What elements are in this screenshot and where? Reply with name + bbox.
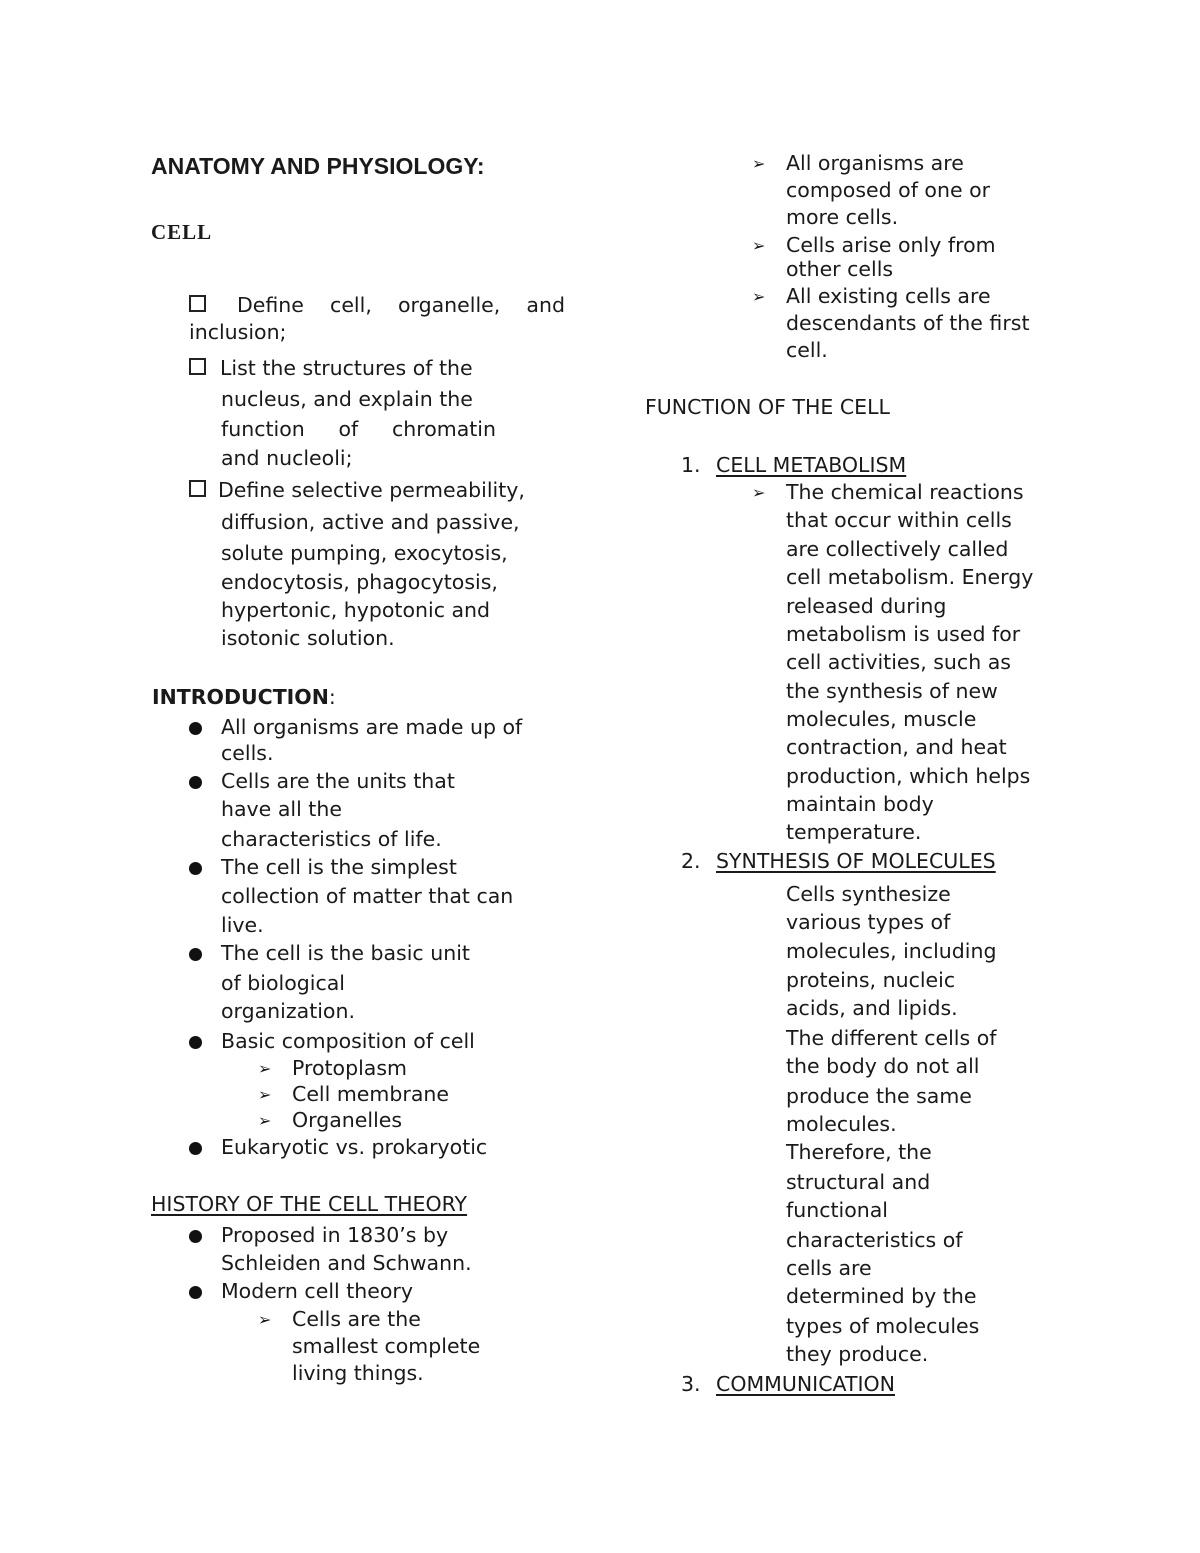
objective-text-line: Define selective permeability, — [218, 478, 525, 502]
intro-bullet-line: The cell is the simplest — [221, 855, 457, 879]
intro-sub-item: Protoplasm — [292, 1056, 408, 1080]
metabolism-line: The chemical reactions — [786, 480, 1024, 504]
function-heading: FUNCTION OF THE CELL — [645, 395, 890, 419]
cell-heading: CELL — [151, 220, 213, 244]
arrow-bullet-icon: ➢ — [752, 287, 766, 306]
objective-word: and — [526, 293, 565, 317]
objective-word: function — [221, 417, 305, 441]
objective-word: of — [338, 417, 359, 441]
metabolism-line: molecules, muscle — [786, 707, 977, 731]
objective-word: Define — [237, 293, 304, 317]
theory-item-line: other cells — [786, 257, 894, 281]
metabolism-line: the synthesis of new — [786, 679, 998, 703]
synthesis-line: cells are — [786, 1256, 872, 1280]
objective-text-line: nucleus, and explain the — [221, 387, 473, 411]
history-sub-line: living things. — [292, 1361, 424, 1385]
theory-item-line: All existing cells are — [786, 284, 991, 308]
history-sub-line: Cells are the — [292, 1307, 421, 1331]
intro-bullet-line: Basic composition of cell — [221, 1029, 475, 1053]
synthesis-line: they produce. — [786, 1342, 929, 1366]
synthesis-line: functional — [786, 1198, 888, 1222]
theory-item-line: cell. — [786, 338, 828, 362]
objective-text-line: solute pumping, exocytosis, — [221, 541, 508, 565]
intro-bullet-line: All organisms are made up of — [221, 715, 523, 739]
bullet-dot-icon — [189, 948, 202, 961]
bullet-dot-icon — [189, 1230, 202, 1243]
bullet-dot-icon — [189, 722, 202, 735]
intro-bullet-line: of biological — [221, 971, 346, 995]
intro-bullet-line: Eukaryotic vs. prokaryotic — [221, 1135, 488, 1159]
arrow-bullet-icon: ➢ — [752, 483, 766, 502]
document-title: ANATOMY AND PHYSIOLOGY: — [151, 153, 485, 179]
objective-text-line: and nucleoli; — [221, 446, 353, 470]
arrow-bullet-icon: ➢ — [258, 1310, 272, 1329]
objective-text-line: inclusion; — [189, 320, 287, 344]
intro-bullet-line: Cells are the units that — [221, 769, 455, 793]
objective-text-line: diffusion, active and passive, — [221, 510, 520, 534]
bullet-dot-icon — [189, 776, 202, 789]
synthesis-line: Therefore, the — [786, 1140, 932, 1164]
objective-text-line: endocytosis, phagocytosis, — [221, 570, 498, 594]
objective-text-line — [221, 419, 496, 440]
synthesis-line: acids, and lipids. — [786, 996, 958, 1020]
arrow-bullet-icon: ➢ — [258, 1085, 272, 1104]
synthesis-line: characteristics of — [786, 1228, 963, 1252]
objective-word: cell, — [330, 293, 372, 317]
list-number: 1. — [681, 453, 701, 477]
objective-item — [189, 295, 565, 316]
history-bullet-line: Proposed in 1830’s by — [221, 1223, 449, 1247]
introduction-heading-colon: : — [328, 685, 336, 709]
metabolism-line: that occur within cells — [786, 508, 1012, 532]
intro-bullet-line: live. — [221, 913, 264, 937]
history-heading: HISTORY OF THE CELL THEORY — [151, 1192, 468, 1216]
theory-item-line: All organisms are — [786, 151, 964, 175]
synthesis-line: produce the same — [786, 1084, 972, 1108]
arrow-bullet-icon: ➢ — [752, 236, 766, 255]
objective-text-line: hypertonic, hypotonic and — [221, 598, 491, 622]
metabolism-line: are collectively called — [786, 537, 1009, 561]
theory-item-line: Cells arise only from — [786, 233, 996, 257]
intro-bullet-line: have all the — [221, 797, 342, 821]
synthesis-line: molecules. — [786, 1112, 897, 1136]
theory-item-line: descendants of the first — [786, 311, 1030, 335]
synthesis-line: types of molecules — [786, 1314, 980, 1338]
introduction-heading-text: INTRODUCTION — [152, 685, 329, 709]
introduction-heading — [152, 687, 336, 708]
history-bullet-line: Schleiden and Schwann. — [221, 1251, 472, 1275]
bullet-dot-icon — [189, 1286, 202, 1299]
metabolism-line: cell metabolism. Energy — [786, 565, 1034, 589]
bullet-dot-icon — [189, 862, 202, 875]
intro-bullet-line: collection of matter that can — [221, 884, 514, 908]
intro-bullet-line: cells. — [221, 741, 274, 765]
list-number: 3. — [681, 1372, 701, 1396]
metabolism-line: metabolism is used for — [786, 622, 1021, 646]
bullet-dot-icon — [189, 1142, 202, 1155]
list-number: 2. — [681, 849, 701, 873]
bullet-dot-icon — [189, 1036, 202, 1049]
section-title-synthesis: SYNTHESIS OF MOLECULES — [716, 849, 996, 873]
intro-bullet-line: characteristics of life. — [221, 827, 442, 851]
objective-word: organelle, — [397, 293, 501, 317]
intro-sub-item: Organelles — [292, 1108, 403, 1132]
synthesis-line: The different cells of — [786, 1026, 997, 1050]
metabolism-line: maintain body — [786, 792, 934, 816]
history-sub-line: smallest complete — [292, 1334, 481, 1358]
arrow-bullet-icon: ➢ — [258, 1059, 272, 1078]
arrow-bullet-icon: ➢ — [752, 154, 766, 173]
metabolism-line: temperature. — [786, 820, 922, 844]
synthesis-line: determined by the — [786, 1284, 977, 1308]
metabolism-line: released during — [786, 594, 947, 618]
objective-text-line: List the structures of the — [220, 356, 473, 380]
checkbox-icon — [189, 480, 206, 497]
synthesis-line: proteins, nucleic — [786, 968, 956, 992]
metabolism-line: production, which helps — [786, 764, 1031, 788]
synthesis-line: the body do not all — [786, 1054, 980, 1078]
intro-sub-item: Cell membrane — [292, 1082, 449, 1106]
history-bullet-line: Modern cell theory — [221, 1279, 413, 1303]
section-title-cell-metabolism: CELL METABOLISM — [716, 453, 907, 477]
theory-item-line: more cells. — [786, 205, 899, 229]
synthesis-line: structural and — [786, 1170, 931, 1194]
metabolism-line: contraction, and heat — [786, 735, 1007, 759]
objective-text-line: isotonic solution. — [221, 626, 395, 650]
synthesis-line: various types of — [786, 910, 951, 934]
intro-bullet-line: organization. — [221, 999, 355, 1023]
section-title-communication: COMMUNICATION — [716, 1372, 895, 1396]
theory-item-line: composed of one or — [786, 178, 991, 202]
synthesis-line: Cells synthesize — [786, 882, 951, 906]
metabolism-line: cell activities, such as — [786, 650, 1011, 674]
objective-word: chromatin — [391, 417, 496, 441]
arrow-bullet-icon: ➢ — [258, 1111, 272, 1130]
synthesis-line: molecules, including — [786, 939, 997, 963]
checkbox-icon — [189, 358, 206, 375]
intro-bullet-line: The cell is the basic unit — [221, 941, 470, 965]
